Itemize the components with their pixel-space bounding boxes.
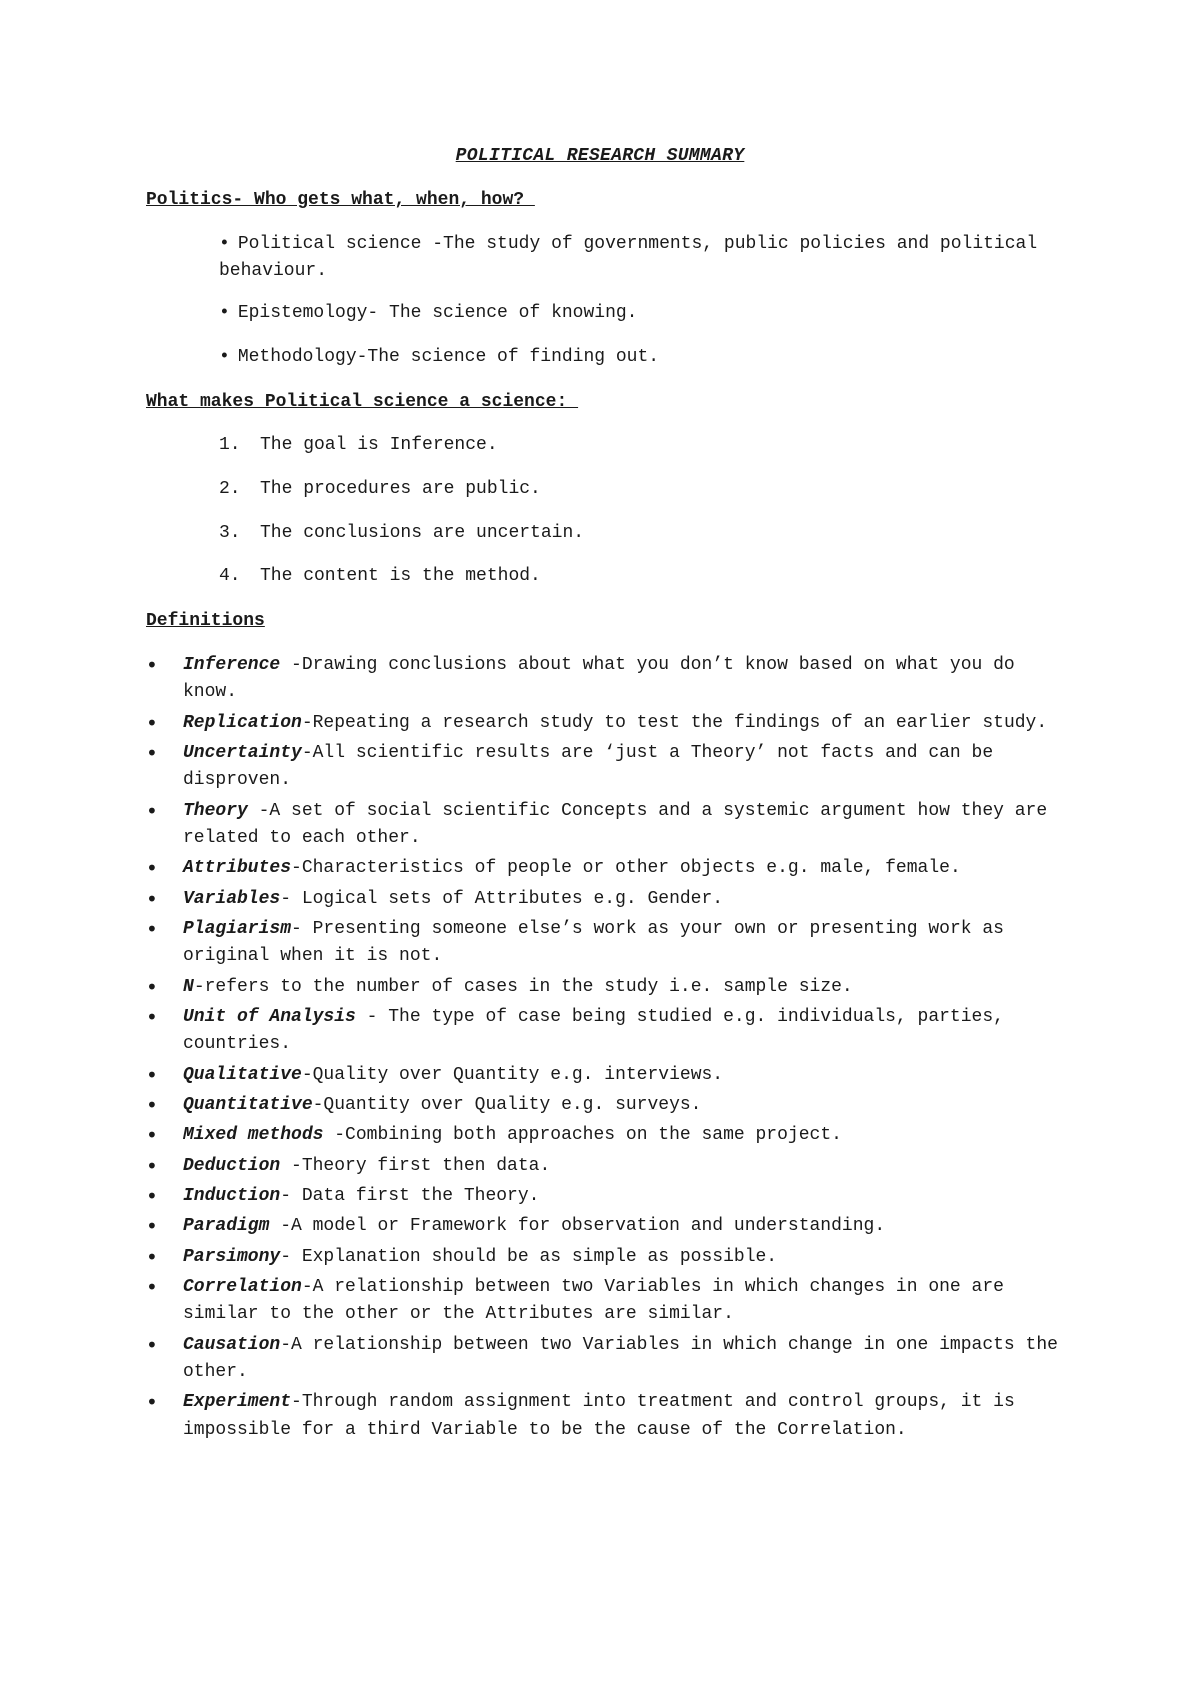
heading-politics: Politics- Who gets what, when, how? bbox=[146, 190, 535, 210]
definition-term: Plagiarism bbox=[183, 918, 292, 939]
definition-term: Quantitative bbox=[183, 1094, 313, 1115]
definition-term: Causation bbox=[183, 1334, 281, 1355]
numbered-item-2: 2. The procedures are public. bbox=[219, 479, 541, 499]
numbered-item-4: 4. The content is the method. bbox=[219, 566, 541, 586]
definition-term: Deduction bbox=[183, 1155, 281, 1176]
heading-what-makes-science: What makes Political science a science: bbox=[146, 392, 579, 412]
definition-item bbox=[146, 1183, 1066, 1210]
definition-term: Inference bbox=[183, 655, 281, 675]
definition-term: Parsimony bbox=[183, 1246, 281, 1267]
bullet-icon: • bbox=[146, 1184, 158, 1209]
definition-text: -Combining both approaches on the same project. bbox=[323, 1125, 842, 1146]
definition-text: - The type of case being studied e.g. individuals, parties, countries. bbox=[183, 1006, 1004, 1055]
definition-term: N bbox=[183, 976, 194, 997]
definition-text: - Logical sets of Attributes e.g. Gender. bbox=[280, 888, 724, 909]
definition-term: Attributes bbox=[183, 858, 292, 879]
numbered-item-3: 3. The conclusions are uncertain. bbox=[219, 523, 585, 543]
definition-text: -Quantity over Quality e.g. surveys. bbox=[312, 1094, 702, 1115]
bullet-icon: • bbox=[146, 1153, 158, 1178]
definition-item bbox=[146, 916, 1066, 970]
bullet-political-science: • Political science -The study of governments, public policies and political behaviour. bbox=[219, 234, 1038, 281]
definition-term: Replication bbox=[183, 712, 302, 733]
definition-text: -A relationship between two Variables in which changes in one are similar to the other or the Attributes are similar. bbox=[183, 1277, 1004, 1325]
bullet-methodology: • Methodology-The science of finding out. bbox=[219, 347, 660, 367]
definition-text: -All scientific results are ‘just a Theory’ not facts and can be disproven. bbox=[183, 742, 994, 791]
definition-text: - Presenting someone else’s work as your own or presenting work as original when it is not. bbox=[183, 918, 1004, 967]
bullet-icon: • bbox=[146, 1390, 158, 1415]
definition-text: -Quality over Quantity e.g. interviews. bbox=[301, 1064, 724, 1085]
bullet-icon: • bbox=[146, 710, 158, 735]
definition-item bbox=[146, 710, 1066, 737]
definitions-list bbox=[146, 652, 1066, 1447]
definition-text: -A model or Framework for observation and understanding. bbox=[269, 1216, 886, 1237]
definition-text: -refers to the number of cases in the study i.e. sample size. bbox=[193, 976, 853, 997]
definition-item bbox=[146, 1244, 1066, 1271]
definition-item bbox=[146, 1062, 1066, 1089]
bullet-icon: • bbox=[146, 653, 158, 677]
bullet-icon: • bbox=[146, 798, 158, 823]
heading-definitions: Definitions bbox=[146, 611, 265, 631]
definition-item bbox=[146, 1274, 1066, 1328]
definition-term: Experiment bbox=[183, 1392, 292, 1413]
definition-item bbox=[146, 740, 1066, 794]
definition-item bbox=[146, 1213, 1066, 1240]
definition-item bbox=[146, 1389, 1066, 1443]
bullet-icon: • bbox=[146, 1244, 158, 1269]
definition-term: Qualitative bbox=[183, 1064, 302, 1085]
definition-text: -Drawing conclusions about what you don’t know based on what you do know. bbox=[183, 655, 1015, 703]
bullet-icon: • bbox=[219, 347, 230, 367]
definition-text: -A relationship between two Variables in which change in one impacts the other. bbox=[183, 1334, 1058, 1383]
definition-item bbox=[146, 798, 1066, 852]
bullet-icon: • bbox=[146, 1092, 158, 1117]
bullet-icon: • bbox=[146, 856, 158, 881]
definition-term: Unit of Analysis bbox=[183, 1006, 356, 1027]
definition-item bbox=[146, 652, 1066, 706]
definition-text: -A set of social scientific Concepts and a systemic argument how they are related to each other. bbox=[183, 800, 1048, 848]
definition-item bbox=[146, 1153, 1066, 1180]
definition-item bbox=[146, 1122, 1066, 1149]
definition-text: -Characteristics of people or other objects e.g. male, female. bbox=[291, 858, 961, 879]
definition-item bbox=[146, 886, 1066, 913]
definition-text: -Theory first then data. bbox=[280, 1155, 551, 1176]
definition-text: - Data first the Theory. bbox=[280, 1186, 540, 1207]
numbered-item-1: 1. The goal is Inference. bbox=[219, 435, 498, 455]
definition-term: Variables bbox=[183, 888, 281, 909]
definition-item bbox=[146, 1092, 1066, 1119]
definition-term: Mixed methods bbox=[183, 1125, 324, 1146]
definition-text: -Through random assignment into treatment and control groups, it is impossible for a third Variable to be the cause of the Correlation. bbox=[183, 1392, 1015, 1440]
definition-item bbox=[146, 1332, 1066, 1386]
definition-term: Paradigm bbox=[183, 1216, 270, 1237]
bullet-icon: • bbox=[146, 1123, 158, 1148]
bullet-icon: • bbox=[146, 1004, 158, 1029]
definition-term: Induction bbox=[183, 1186, 281, 1207]
bullet-icon: • bbox=[146, 974, 158, 999]
bullet-icon: • bbox=[146, 916, 158, 941]
document-title: POLITICAL RESEARCH SUMMARY bbox=[455, 146, 745, 166]
bullet-epistemology: • Epistemology- The science of knowing. bbox=[219, 303, 638, 323]
definition-item bbox=[146, 855, 1066, 882]
bullet-icon: • bbox=[146, 1214, 158, 1239]
bullet-icon: • bbox=[146, 740, 158, 765]
definition-text: -Repeating a research study to test the findings of an earlier study. bbox=[301, 712, 1048, 733]
definition-term: Correlation bbox=[183, 1277, 302, 1298]
definition-term: Uncertainty bbox=[183, 742, 302, 763]
bullet-icon: • bbox=[146, 1332, 158, 1357]
bullet-icon: • bbox=[146, 1275, 158, 1300]
definition-term: Theory bbox=[183, 800, 248, 821]
bullet-icon: • bbox=[219, 303, 230, 323]
bullet-icon: • bbox=[146, 886, 158, 911]
bullet-icon: • bbox=[219, 234, 230, 254]
bullet-icon: • bbox=[146, 1062, 158, 1087]
definition-item bbox=[146, 974, 1066, 1001]
definition-item bbox=[146, 1004, 1066, 1058]
definition-text: - Explanation should be as simple as possible. bbox=[280, 1246, 778, 1267]
